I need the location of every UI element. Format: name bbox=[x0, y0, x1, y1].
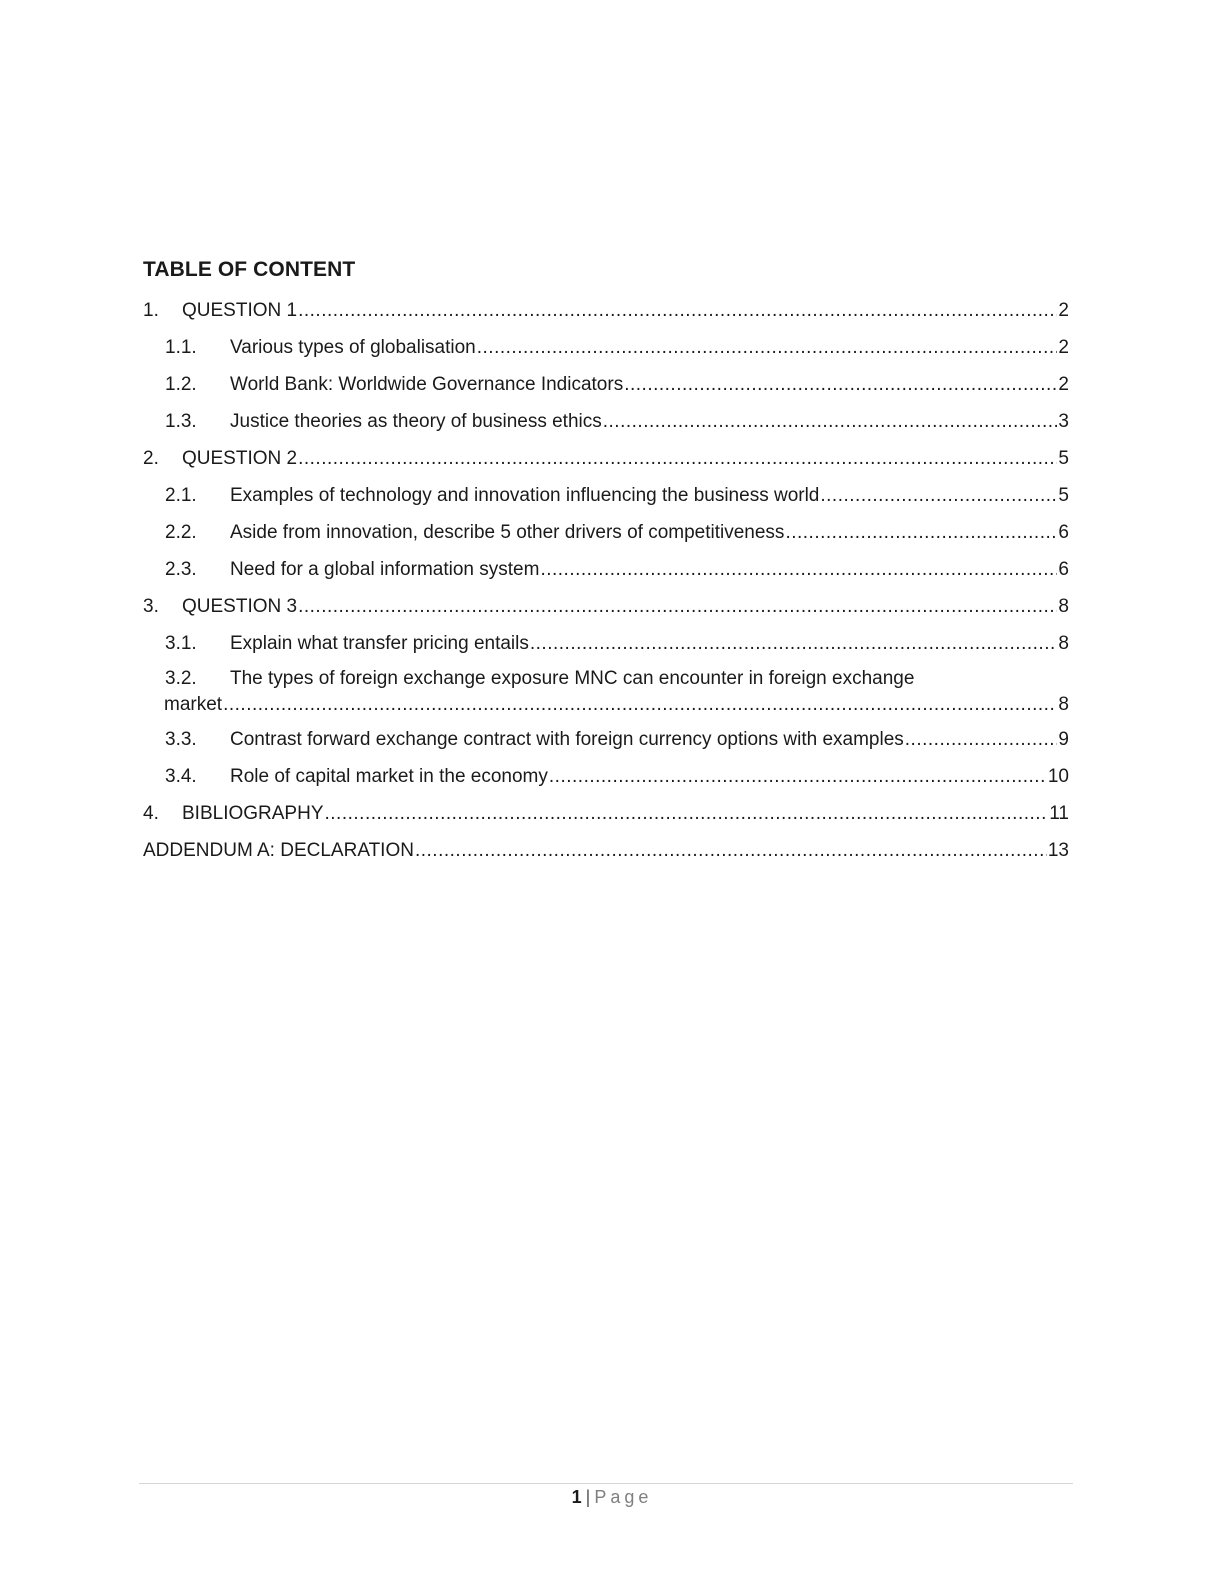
toc-entry-number: 3.3. bbox=[165, 729, 197, 750]
toc-entry-page: 8 bbox=[1058, 596, 1069, 617]
toc-entry-label: Role of capital market in the economy bbox=[230, 766, 548, 787]
toc-entry-number: 1. bbox=[143, 300, 159, 321]
dot-leader bbox=[223, 692, 1057, 718]
toc-entry-label: QUESTION 1 bbox=[182, 300, 298, 321]
toc-entry-page: 13 bbox=[1047, 840, 1069, 861]
toc-entry-addendum-a[interactable] bbox=[143, 836, 1069, 873]
toc-entry-3-1[interactable] bbox=[143, 629, 1069, 666]
dot-leader bbox=[905, 725, 1058, 755]
table-of-contents bbox=[143, 296, 1069, 873]
toc-entry-2-1[interactable] bbox=[143, 481, 1069, 518]
toc-entry-3-4[interactable] bbox=[143, 762, 1069, 799]
dot-leader bbox=[820, 481, 1057, 511]
toc-entry-page: 6 bbox=[1058, 522, 1069, 543]
toc-entry-page: 8 bbox=[1058, 633, 1069, 654]
toc-entry-1-1[interactable] bbox=[143, 333, 1069, 370]
toc-entry-label: ADDENDUM A: DECLARATION bbox=[143, 840, 414, 861]
toc-entry-page: 5 bbox=[1058, 485, 1069, 506]
toc-entry-number: 3.4. bbox=[165, 766, 197, 787]
toc-entry-question-3[interactable] bbox=[143, 592, 1069, 629]
toc-entry-page: 10 bbox=[1047, 766, 1069, 787]
toc-entry-label: Justice theories as theory of business ethics bbox=[230, 411, 602, 432]
toc-entry-number: 2. bbox=[143, 448, 159, 469]
footer-divider bbox=[139, 1483, 1073, 1484]
toc-title: TABLE OF CONTENT bbox=[143, 258, 356, 281]
toc-entry-1-3[interactable] bbox=[143, 407, 1069, 444]
toc-entry-page: 11 bbox=[1049, 803, 1069, 824]
toc-entry-label: Aside from innovation, describe 5 other drivers of competitiveness bbox=[230, 522, 785, 543]
toc-entry-bibliography[interactable] bbox=[143, 799, 1069, 836]
footer-page-number: 1 bbox=[571, 1487, 582, 1507]
toc-entry-page: 3 bbox=[1058, 411, 1069, 432]
toc-entry-page: 8 bbox=[1058, 694, 1069, 715]
dot-leader bbox=[624, 370, 1057, 400]
dot-leader bbox=[603, 407, 1058, 437]
toc-entry-label: The types of foreign exchange exposure MNC can encounter in foreign exchange bbox=[230, 668, 915, 689]
toc-entry-question-1[interactable] bbox=[143, 296, 1069, 333]
dot-leader bbox=[415, 836, 1047, 866]
toc-entry-label: Examples of technology and innovation influencing the business world bbox=[230, 485, 820, 506]
toc-entry-page: 2 bbox=[1058, 337, 1069, 358]
toc-entry-page: 2 bbox=[1058, 300, 1069, 321]
dot-leader bbox=[298, 296, 1057, 326]
toc-entry-label-continued: market bbox=[164, 694, 223, 715]
toc-entry-number: 3.1. bbox=[165, 633, 197, 654]
toc-entry-number: 1.2. bbox=[165, 374, 197, 395]
toc-entry-label: BIBLIOGRAPHY bbox=[182, 803, 324, 824]
toc-entry-number: 2.1. bbox=[165, 485, 197, 506]
toc-entry-number: 3.2. bbox=[165, 668, 197, 689]
toc-entry-2-3[interactable] bbox=[143, 555, 1069, 592]
toc-entry-page: 2 bbox=[1058, 374, 1069, 395]
toc-entry-1-2[interactable] bbox=[143, 370, 1069, 407]
toc-entry-number: 2.2. bbox=[165, 522, 197, 543]
toc-entry-line bbox=[165, 666, 1069, 692]
dot-leader bbox=[549, 762, 1047, 792]
toc-entry-page: 5 bbox=[1058, 448, 1069, 469]
toc-entry-label: Various types of globalisation bbox=[230, 337, 476, 358]
toc-entry-page: 6 bbox=[1058, 559, 1069, 580]
page-footer bbox=[0, 1487, 1224, 1508]
dot-leader bbox=[298, 592, 1057, 622]
footer-page-word: Page bbox=[594, 1487, 653, 1507]
toc-entry-line bbox=[164, 692, 1069, 718]
footer-separator: | bbox=[585, 1487, 591, 1507]
dot-leader bbox=[325, 799, 1049, 829]
dot-leader bbox=[785, 518, 1057, 548]
dot-leader bbox=[298, 444, 1057, 474]
toc-entry-number: 4. bbox=[143, 803, 159, 824]
toc-entry-number: 3. bbox=[143, 596, 159, 617]
dot-leader bbox=[477, 333, 1058, 363]
toc-entry-label: Explain what transfer pricing entails bbox=[230, 633, 529, 654]
toc-entry-label: Need for a global information system bbox=[230, 559, 540, 580]
toc-entry-label: QUESTION 3 bbox=[182, 596, 298, 617]
toc-entry-3-2[interactable] bbox=[143, 666, 1069, 718]
dot-leader bbox=[530, 629, 1058, 659]
toc-entry-page: 9 bbox=[1058, 729, 1069, 750]
toc-entry-label: QUESTION 2 bbox=[182, 448, 298, 469]
toc-entry-2-2[interactable] bbox=[143, 518, 1069, 555]
toc-entry-label: World Bank: Worldwide Governance Indicators bbox=[230, 374, 624, 395]
toc-entry-3-3[interactable] bbox=[143, 725, 1069, 762]
toc-entry-number: 1.3. bbox=[165, 411, 197, 432]
toc-entry-label: Contrast forward exchange contract with foreign currency options with examples bbox=[230, 729, 904, 750]
toc-entry-number: 1.1. bbox=[165, 337, 197, 358]
dot-leader bbox=[540, 555, 1057, 585]
toc-entry-question-2[interactable] bbox=[143, 444, 1069, 481]
toc-entry-number: 2.3. bbox=[165, 559, 197, 580]
